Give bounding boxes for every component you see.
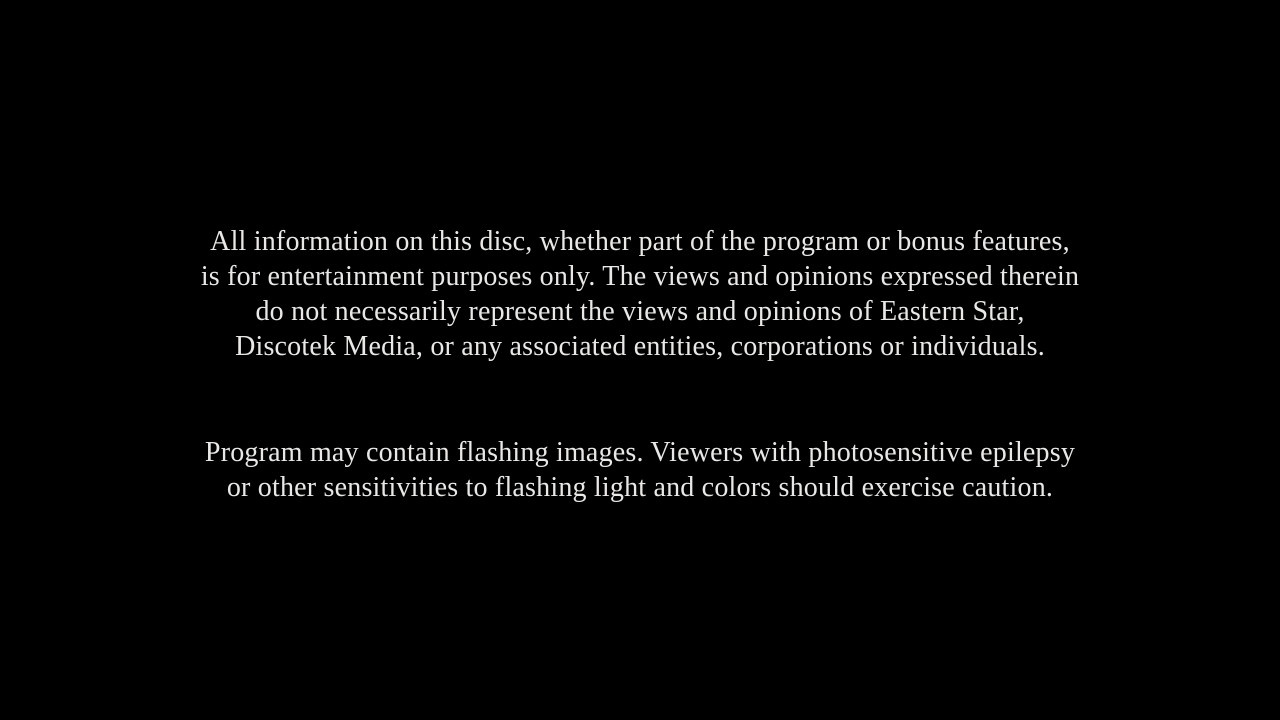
warning-line-1: Program may contain flashing images. Viewers with photosensitive epilepsy: [204, 436, 1076, 468]
disclaimer-paragraph: [201, 224, 1079, 364]
disclaimer-line-4: Discotek Media, or any associated entities, corporations or individuals.: [235, 330, 1045, 362]
disclaimer-line-2: is for entertainment purposes only. The views and opinions expressed therein: [200, 260, 1080, 292]
disclaimer-line-3: do not necessarily represent the views and opinions of Eastern Star,: [255, 295, 1025, 327]
warning-line-2: or other sensitivities to flashing light and colors should exercise caution.: [226, 471, 1054, 503]
photosensitivity-warning-paragraph: [205, 435, 1075, 505]
disclaimer-line-1: All information on this disc, whether part of the program or bonus features,: [210, 225, 1070, 257]
